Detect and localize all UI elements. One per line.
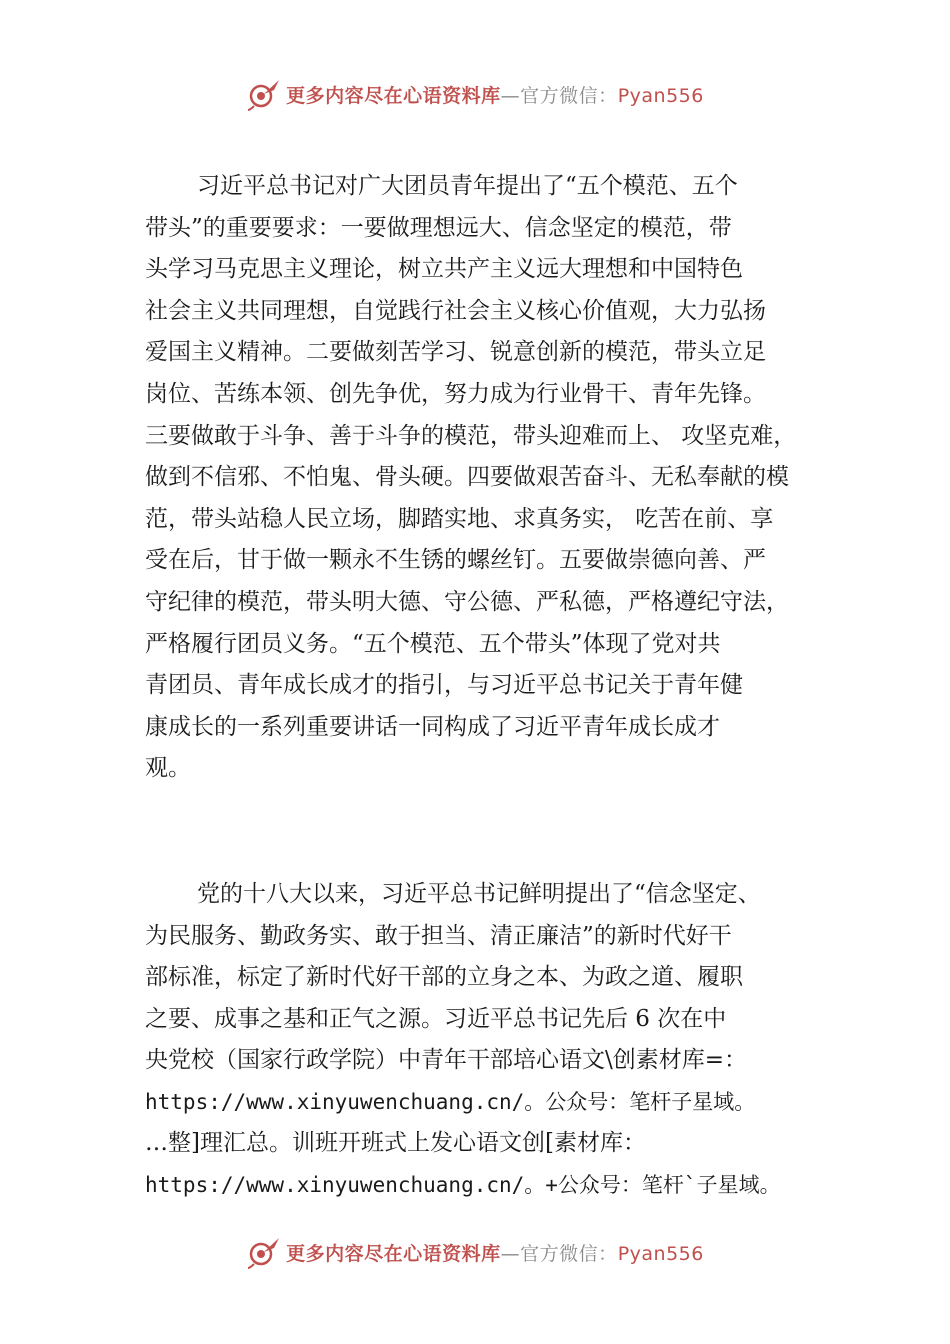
url-line: https://www.xinyuwenchuang.cn/。公众号：笔杆子星域。 xyxy=(145,1089,756,1114)
banner-account-label: 官方微信： xyxy=(520,1242,618,1265)
footer-banner xyxy=(0,1230,950,1274)
quill-logo-icon xyxy=(246,76,282,112)
text-line: 爱国主义精神。二要做刻苦学习、锐意创新的模范，带头立足 xyxy=(145,339,766,366)
text-line: 做到不信邪、不怕鬼、骨头硬。四要做艰苦奋斗、无私奉献的模 xyxy=(145,464,789,491)
banner-main-text: 更多内容尽在心语资料库 xyxy=(286,1242,501,1265)
banner-separator: — xyxy=(500,84,521,107)
quill-logo-icon xyxy=(246,1234,282,1270)
text-line: …整]理汇总。训班开班式上发心语文创[素材库： xyxy=(145,1130,646,1157)
header-banner xyxy=(0,72,950,116)
text-line: 严格履行团员义务。“五个模范、五个带头”体现了党对共 xyxy=(145,630,721,657)
banner-text xyxy=(286,1239,704,1266)
text-line: 守纪律的模范，带头明大德、守公德、严私德，严格遵纪守法， xyxy=(145,588,789,615)
text-line: 岗位、苦练本领、创先争优，努力成为行业骨干、青年先锋。 xyxy=(145,380,766,407)
banner-separator: — xyxy=(500,1242,521,1265)
banner-account-id: Pyan556 xyxy=(617,1242,704,1265)
text-line: 社会主义共同理想，自觉践行社会主义核心价值观，大力弘扬 xyxy=(145,297,766,324)
text-line: 部标准，标定了新时代好干部的立身之本、为政之道、履职 xyxy=(145,964,743,991)
text-line: 观。 xyxy=(145,755,191,782)
paragraph-2 xyxy=(145,874,845,1207)
text-line: 三要做敢于斗争、善于斗争的模范，带头迎难而上、 攻坚克难， xyxy=(145,422,797,449)
banner-account-id: Pyan556 xyxy=(617,84,704,107)
text-line: 青团员、青年成长成才的指引，与习近平总书记关于青年健 xyxy=(145,672,743,699)
text-line: 范，带头站稳人民立场，脚踏实地、求真务实， 吃苦在前、享 xyxy=(145,505,774,532)
text-line: 习近平总书记对广大团员青年提出了“五个模范、五个 xyxy=(197,173,738,199)
document-body xyxy=(145,166,845,1207)
banner-main-text: 更多内容尽在心语资料库 xyxy=(286,84,501,107)
text-line: 头学习马克思主义理论，树立共产主义远大理想和中国特色 xyxy=(145,256,743,283)
text-line: 为民服务、勤政务实、敢于担当、清正廉洁”的新时代好干 xyxy=(145,922,732,949)
banner-account-label: 官方微信： xyxy=(520,84,618,107)
text-line: 党的十八大以来，习近平总书记鲜明提出了“信念坚定、 xyxy=(197,880,761,907)
text-line: 受在后，甘于做一颗永不生锈的螺丝钉。五要做崇德向善、严 xyxy=(145,547,766,574)
paragraph-1 xyxy=(145,166,845,790)
text-line: 央党校（国家行政学院）中青年干部培心语文\创素材库=： xyxy=(145,1047,748,1074)
text-line: 之要、成事之基和正气之源。习近平总书记先后 6 次在中 xyxy=(145,1005,727,1032)
text-line: 带头”的重要要求：一要做理想远大、信念坚定的模范，带 xyxy=(145,214,732,241)
banner-text xyxy=(286,81,704,108)
url-line: https://www.xinyuwenchuang.cn/。+公众号：笔杆`子星域。 xyxy=(145,1173,781,1198)
text-line: 康成长的一系列重要讲话一同构成了习近平青年成长成才 xyxy=(145,713,720,740)
